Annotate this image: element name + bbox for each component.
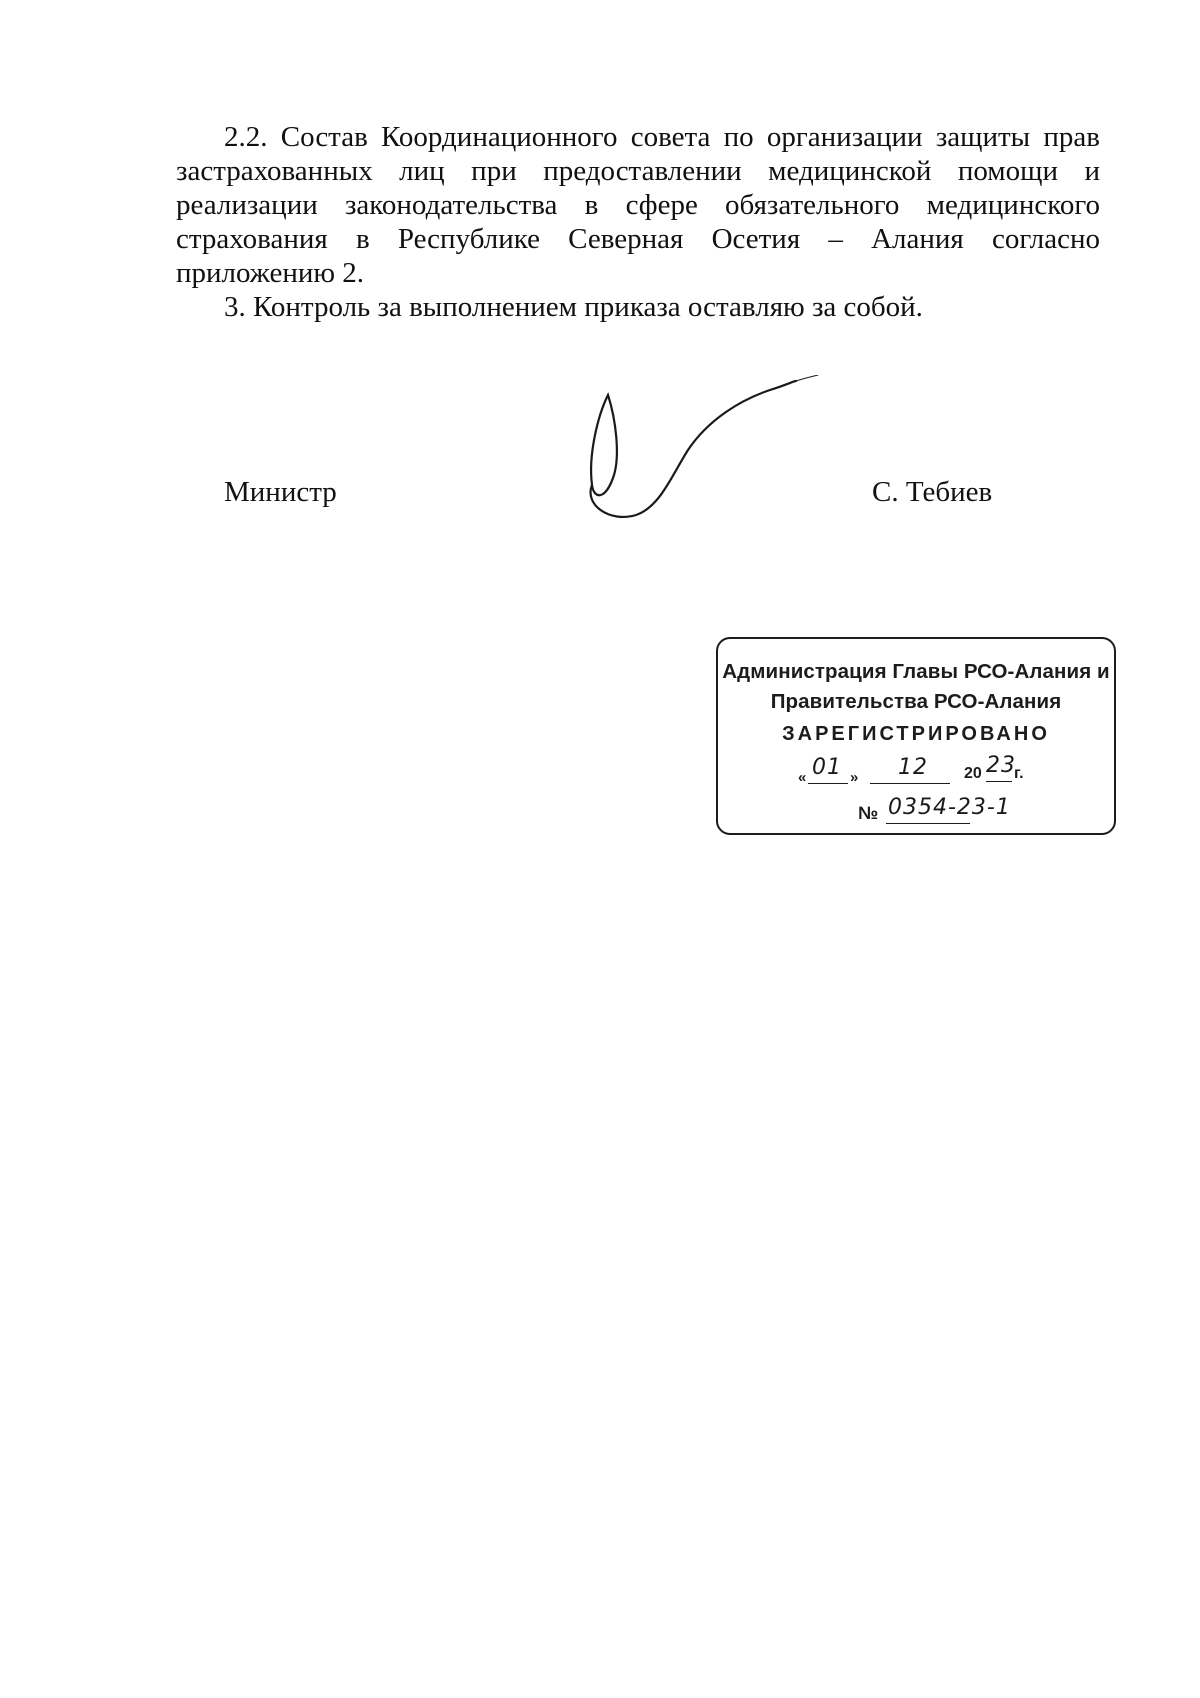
number-label: № [858,803,879,823]
stamp-month: 12 [898,755,928,780]
handwritten-signature [580,375,840,545]
stamp-date [798,753,1108,789]
stamp-org-line-1: Администрация Главы РСО-Алания и [722,660,1110,683]
year-unit: г. [1014,765,1024,782]
year-underline [986,781,1012,782]
registration-stamp [716,637,1116,835]
stamp-year: 23 [986,753,1016,778]
stamp-org-line-2: Правительства РСО-Алания [770,690,1062,713]
paragraph-2-2: 2.2. Состав Координационного совета по организации защиты прав застрахованных лиц при предоставлении медицинской помощи и реализации законодательства в сфере обязательного медицинского страхования в Республике Северная Осетия – Алания согласно приложению 2. [176,121,1100,289]
stamp-organization [718,657,1114,717]
signatory-title: Министр [224,476,337,508]
stamp-number [858,797,1108,829]
day-underline [808,783,848,784]
registration-number: 0354-23-1 [888,795,1011,820]
document-body [176,120,1100,324]
month-underline [870,783,950,784]
signatory-name: С. Тебиев [872,476,993,508]
number-underline [886,823,970,824]
paragraph-3: 3. Контроль за выполнением приказа оставляю за собой. [224,291,923,323]
open-quote: « [798,769,807,786]
stamp-day: 01 [812,755,842,780]
stamp-status: ЗАРЕГИСТРИРОВАНО [782,723,1050,745]
year-prefix: 20 [964,765,982,782]
close-quote: » [850,769,859,786]
